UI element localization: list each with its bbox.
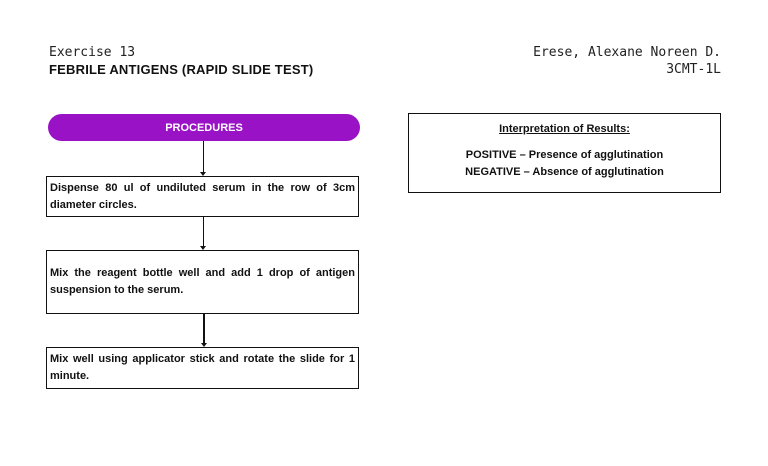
connector-line-1 <box>203 141 204 172</box>
negative-result: NEGATIVE – Absence of agglutination <box>465 166 664 178</box>
connector-line-3 <box>203 314 205 343</box>
connector-line-2 <box>203 217 204 246</box>
section-code: 3CMT-1L <box>666 62 721 77</box>
interpretation-title: Interpretation of Results: <box>499 123 630 135</box>
interpretation-box <box>408 113 721 193</box>
procedure-step-1-text: Dispense 80 ul of undiluted serum in the row of 3cm diameter circles. <box>50 181 355 211</box>
procedure-step-3 <box>46 347 359 389</box>
exercise-number: Exercise 13 <box>49 45 136 60</box>
author-name: Erese, Alexane Noreen D. <box>533 45 721 60</box>
positive-result: POSITIVE – Presence of agglutination <box>465 149 664 161</box>
procedure-step-2-text: Mix the reagent bottle well and add 1 drop of antigen suspension to the serum. <box>50 267 355 296</box>
header-left <box>49 44 313 78</box>
header-right <box>533 44 721 78</box>
document-title: FEBRILE ANTIGENS (RAPID SLIDE TEST) <box>49 62 314 77</box>
procedures-header: PROCEDURES <box>48 114 360 141</box>
procedure-step-2 <box>46 250 359 314</box>
procedure-step-3-text: Mix well using applicator stick and rotate the slide for 1 minute. <box>50 353 355 382</box>
procedure-step-1 <box>46 176 359 217</box>
